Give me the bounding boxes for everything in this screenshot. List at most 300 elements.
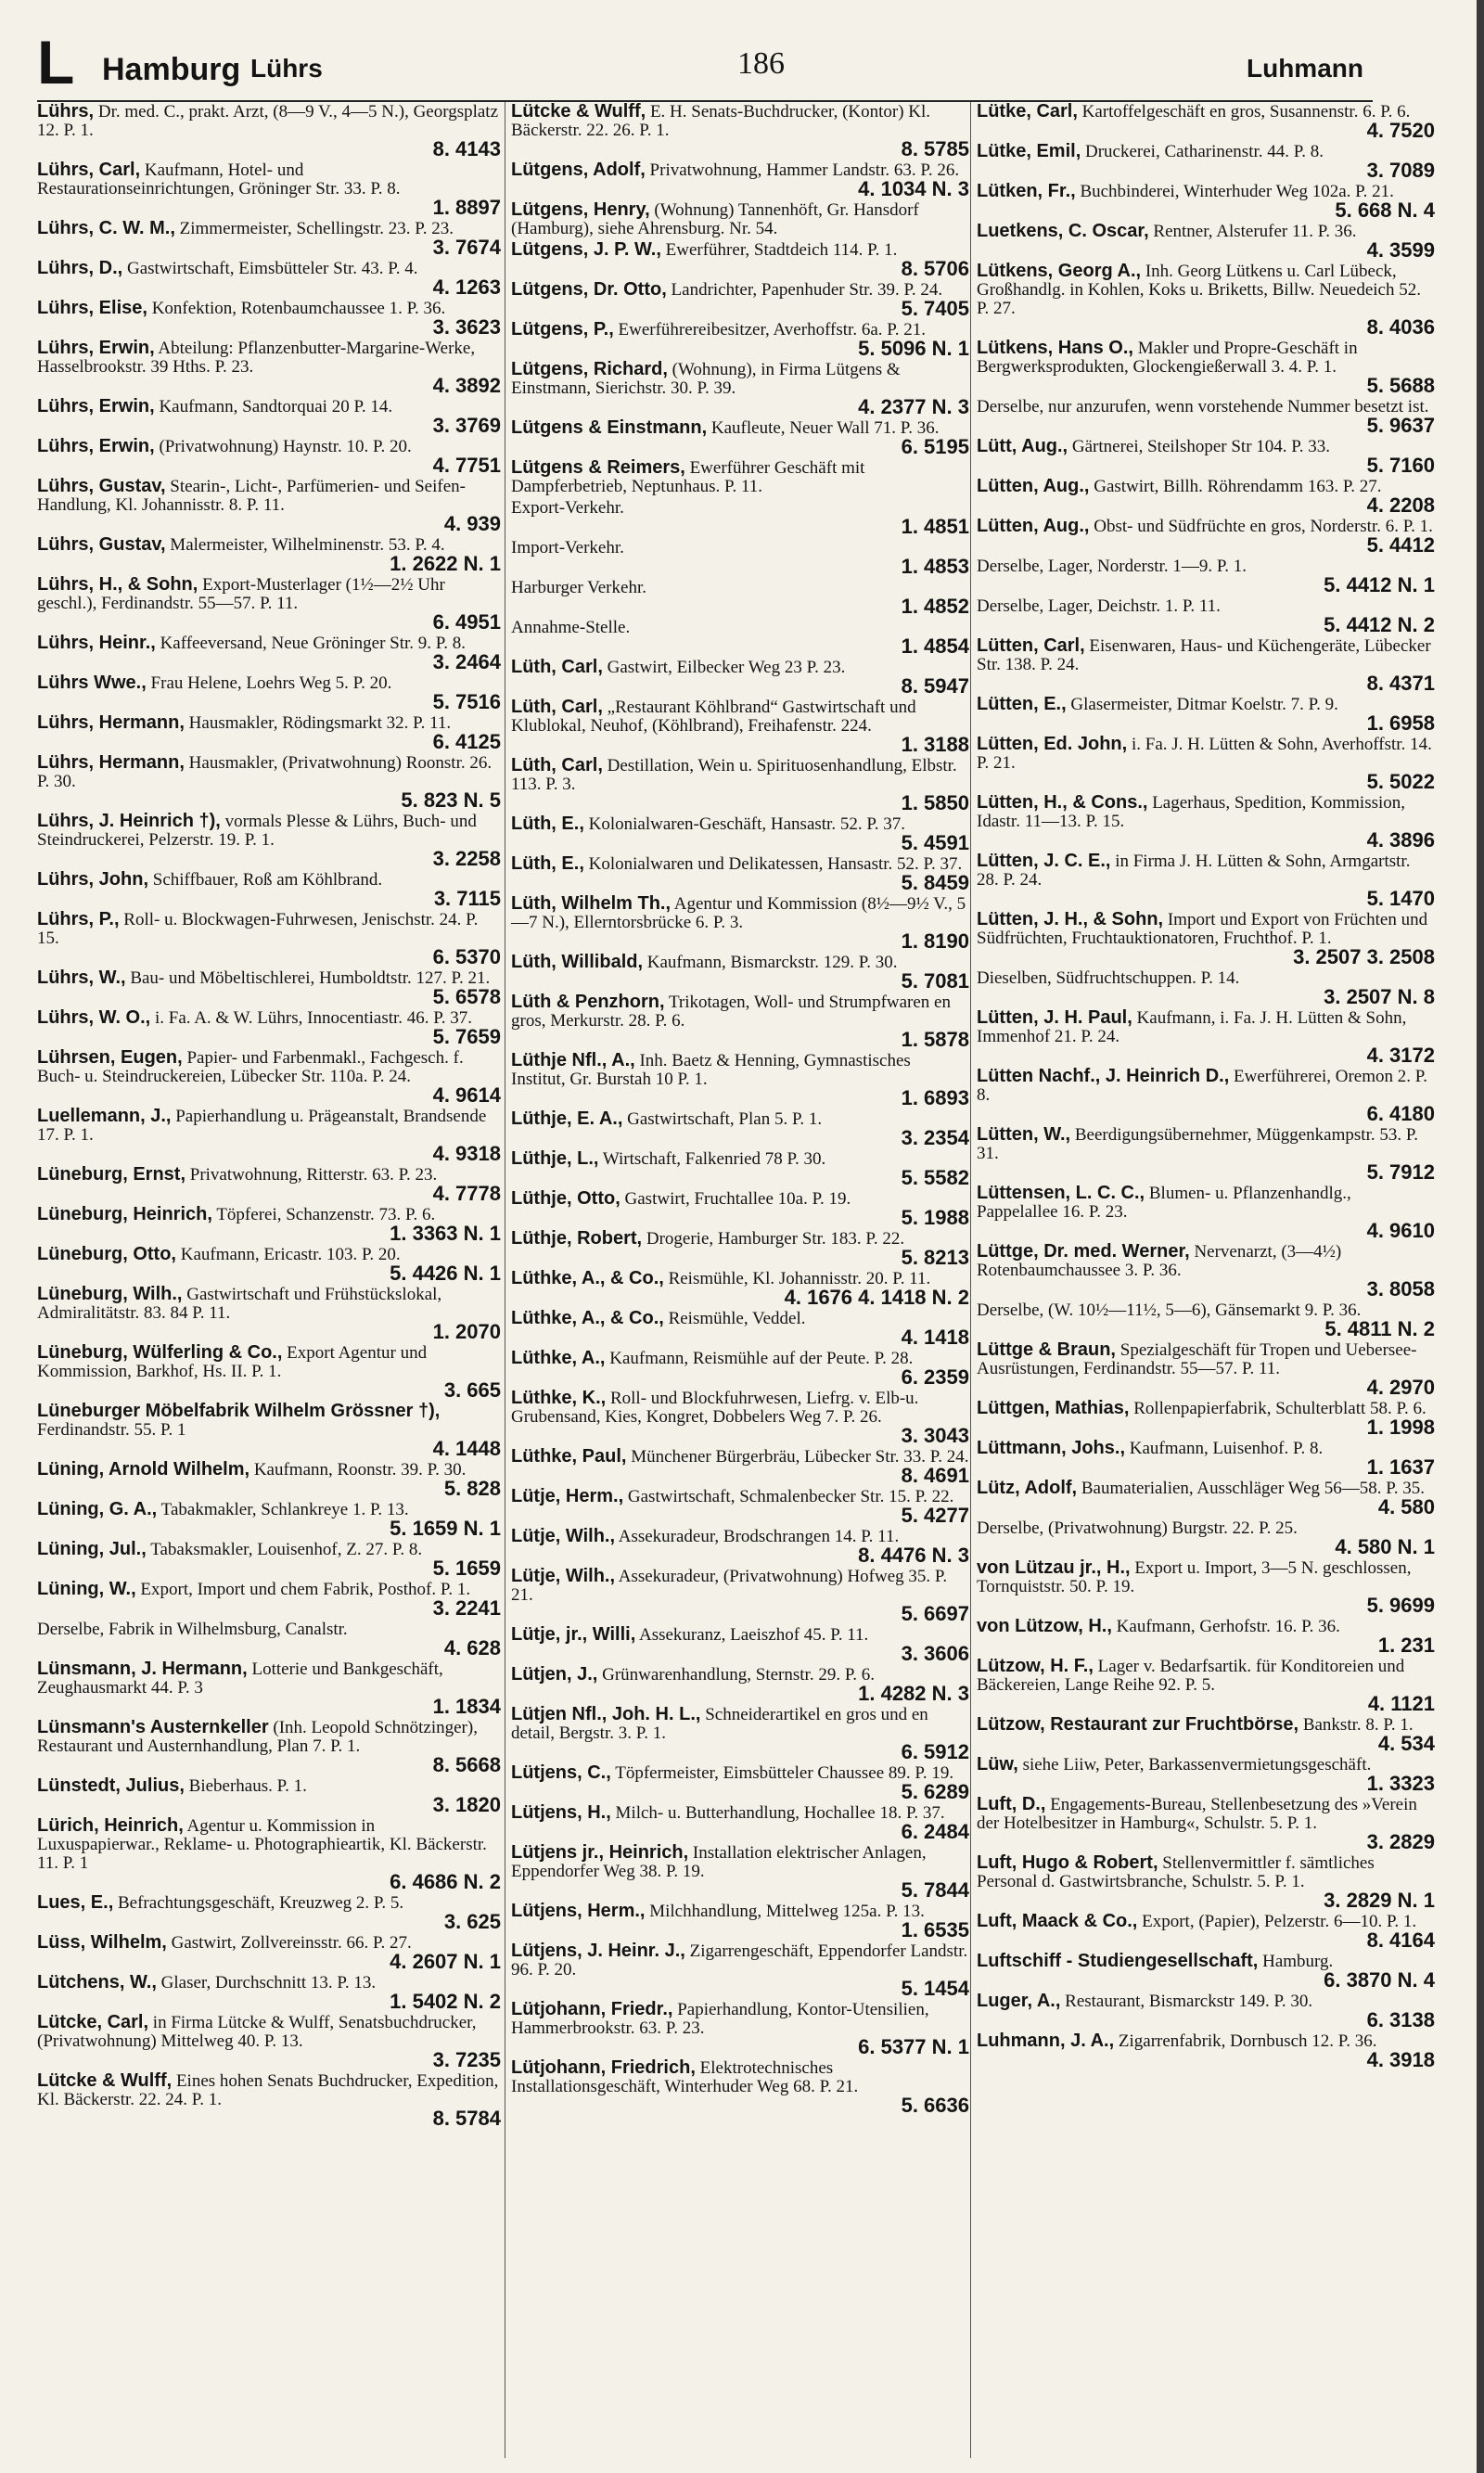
entry-phone-number: 5. 6697 (901, 1602, 969, 1625)
directory-entry (977, 735, 1435, 791)
entry-phone-number: 5. 823 N. 5 (401, 788, 501, 812)
directory-entry (37, 160, 501, 217)
entry-phone-number: 5. 7081 (901, 969, 969, 993)
entry-name: Lüneburger Möbelfabrik Wilhelm Grössner †), (37, 1401, 441, 1421)
directory-entry (977, 1558, 1435, 1615)
entry-name: Lütjen Nfl., Joh. H. L., (511, 1704, 701, 1724)
entry-phone-number: 6. 2359 (901, 1365, 969, 1389)
entry-description: Wirtschaft, Falkenried 78 P. 30. (602, 1149, 826, 1169)
entry-phone-number: 5. 1470 (1366, 887, 1435, 910)
entry-description: Kaffeeversand, Neue Gröninger Str. 9. P. 8. (160, 634, 466, 653)
entry-phone-number: 4. 1263 (432, 275, 501, 299)
entry-description: Import-Verkehr. (511, 538, 624, 557)
entry-name: Lues, E., (37, 1892, 114, 1913)
directory-entry (37, 713, 501, 751)
entry-description: Reismühle, Kl. Johannisstr. 20. P. 11. (668, 1269, 931, 1288)
entry-name: Luftschiff - Studiengesellschaft, (977, 1951, 1259, 1971)
entry-description: i. Fa. J. H. Lütten & Sohn, Averhoffstr. 14. P. 21. (977, 735, 1432, 773)
directory-entry (37, 1165, 501, 1203)
entry-description: Schneiderartikel en gros und en detail, Bergstr. 3. P. 1. (511, 1705, 928, 1743)
entry-phone-number: 3. 625 (443, 1910, 501, 1933)
directory-entry (511, 1229, 969, 1267)
entry-name: Lührs, D., (37, 258, 123, 278)
directory-entry (37, 1933, 501, 1971)
entry-phone-number: 4. 9610 (1366, 1219, 1435, 1242)
directory-entry (37, 1540, 501, 1578)
entry-name: Lütjens, J. Heinr. J., (511, 1941, 685, 1961)
entry-name: Lüth, Carl, (511, 755, 603, 775)
entry-phone-number: 4. 3896 (1366, 828, 1435, 852)
directory-entry (511, 1051, 969, 1108)
entry-name: Lütten, H., & Cons., (977, 792, 1148, 813)
directory-entry (511, 894, 969, 951)
entry-description: Gastwirtschaft, Schmalenbecker Str. 15. P. 22. (627, 1487, 954, 1506)
entry-phone-number: 8. 5947 (901, 674, 969, 698)
entry-description: Kolonialwaren und Delikatessen, Hansastr. 52. P. 37. (588, 854, 963, 874)
entry-phone-number: 5. 1659 N. 1 (390, 1517, 501, 1540)
entry-name: Lüss, Wilhelm, (37, 1932, 167, 1953)
entry-description: Agentur und Kommission (8½—9½ V., 5—7 N.), Ellerntorsbrücke 6. P. 3. (511, 894, 966, 932)
entry-name: Lüneburg, Wilh., (37, 1284, 183, 1304)
directory-entry (977, 262, 1435, 337)
entry-phone-number: 5. 1659 (432, 1557, 501, 1580)
column-1 (37, 102, 501, 2458)
entry-phone-number: 5. 6289 (901, 1780, 969, 1803)
entry-phone-number: 4. 2377 N. 3 (858, 395, 969, 418)
directory-entry (977, 517, 1435, 555)
directory-entry (511, 1625, 969, 1663)
entry-name: Lütcke, Carl, (37, 2012, 149, 2032)
entry-name: Lütke, Carl, (977, 102, 1078, 122)
entry-phone-number: 4. 580 N. 1 (1335, 1535, 1435, 1558)
entry-description: Derselbe, (W. 10½—11½, 5—6), Gänsemarkt 9. P. 36. (977, 1301, 1362, 1320)
entry-phone-number: 3. 2507 N. 8 (1324, 985, 1435, 1008)
entry-description: Export Agentur und Kommission, Barkhof, Hs. II. P. 1. (37, 1343, 428, 1381)
entry-name: Lütken, Fr., (977, 181, 1076, 201)
entry-name: von Lützow, H., (977, 1616, 1112, 1636)
directory-entry (511, 1803, 969, 1841)
directory-entry (977, 142, 1435, 180)
entry-description: Assekuradeur, Brodschrangen 14. P. 11. (618, 1527, 900, 1546)
directory-entry (511, 1447, 969, 1485)
directory-entry (977, 1184, 1435, 1240)
entry-name: Lührs, W., (37, 967, 126, 988)
entry-phone-number: 4. 9614 (432, 1083, 501, 1107)
entry-name: Lüw, (977, 1754, 1018, 1775)
entry-description: Kaufmann, Roonstr. 39. P. 30. (253, 1460, 467, 1480)
directory-entry (511, 814, 969, 852)
entry-description: Agentur u. Kommission in Luxuspapierwar., Reklame- u. Photographieartik, Kl. Bäckerstr. 11. P. 1 (37, 1816, 487, 1873)
entry-description: Roll- u. Blockwagen-Fuhrwesen, Jenischstr. 24. P. 15. (37, 910, 479, 948)
entry-phone-number: 3. 2507 3. 2508 (1293, 945, 1435, 968)
entry-name: Lüthke, Paul, (511, 1446, 627, 1467)
entry-name: Lüthje, Robert, (511, 1228, 643, 1249)
entry-name: Lütgens, Richard, (511, 359, 668, 379)
entry-phone-number: 1. 8190 (901, 929, 969, 953)
entry-phone-number: 4. 1676 4. 1418 N. 2 (784, 1286, 969, 1309)
entry-name: Lüneburg, Heinrich, (37, 1204, 212, 1224)
directory-entry (37, 673, 501, 711)
entry-description: E. H. Senats-Buchdrucker, (Kontor) Kl. Bäckerstr. 22. 26. P. 1. (511, 102, 931, 140)
entry-description: Eisenwaren, Haus- und Küchengeräte, Lübecker Str. 138. P. 24. (977, 636, 1431, 674)
entry-name: Luft, D., (977, 1794, 1046, 1814)
directory-entry (37, 1893, 501, 1931)
entry-description: Gastwirt, Eilbecker Weg 23 P. 23. (607, 658, 846, 677)
entry-phone-number: 5. 9699 (1366, 1594, 1435, 1617)
entry-phone-number: 4. 1121 (1367, 1692, 1435, 1715)
entry-name: Lütjens jr., Heinrich, (511, 1842, 689, 1863)
entry-name: Lütke, Emil, (977, 141, 1081, 161)
entry-phone-number: 6. 4125 (432, 730, 501, 753)
directory-entry (37, 2013, 501, 2069)
directory-entry (977, 636, 1435, 693)
entry-phone-number: 4. 2607 N. 1 (390, 1950, 501, 1973)
entry-phone-number: 3. 3043 (901, 1424, 969, 1447)
entry-phone-number: 5. 4591 (901, 831, 969, 854)
directory-entry (511, 1705, 969, 1762)
entry-description: Export, Import und chem Fabrik, Posthof. P. 1. (140, 1580, 471, 1599)
entry-description: Tabakmakler, Schlankreye 1. P. 13. (160, 1500, 409, 1519)
entry-description: Ewerführereibesitzer, Averhoffstr. 6a. P. 21. (618, 320, 926, 340)
entry-phone-number: 5. 7844 (901, 1878, 969, 1902)
binding-shadow (1477, 0, 1484, 2473)
directory-entry (511, 1763, 969, 1801)
entry-name: Lünsmann, J. Hermann, (37, 1659, 248, 1679)
entry-phone-number: 5. 5688 (1366, 374, 1435, 397)
entry-name: Lührs, John, (37, 869, 148, 890)
entry-description: Befrachtungsgeschäft, Kreuzweg 2. P. 5. (118, 1893, 404, 1913)
entry-phone-number: 5. 8459 (901, 871, 969, 894)
column-2 (505, 102, 969, 2458)
directory-entry (37, 1580, 501, 1618)
entry-description: Ferdinandstr. 55. P. 1 (37, 1420, 186, 1440)
entry-phone-number: 8. 5784 (432, 2107, 501, 2130)
entry-description: Abteilung: Pflanzenbutter-Margarine-Werke, Hasselbrookstr. 39 Hths. P. 23. (37, 339, 476, 377)
entry-phone-number: 6. 5195 (901, 435, 969, 458)
entry-description: Druckerei, Catharinenstr. 44. P. 8. (1085, 142, 1324, 161)
entry-name: Lüth, E., (511, 853, 584, 874)
entry-name: Lüthje, L., (511, 1148, 599, 1169)
entry-description: Drogerie, Hamburger Str. 183. P. 22. (646, 1229, 905, 1249)
entry-name: Lührsen, Eugen, (37, 1047, 183, 1068)
entry-phone-number: 3. 7115 (433, 887, 501, 910)
entry-name: Lüth, Wilhelm Th., (511, 893, 672, 914)
entry-description: Kaufmann, Bismarckstr. 129. P. 30. (646, 953, 898, 972)
entry-name: Lüthke, K., (511, 1388, 607, 1408)
entry-description: Annahme-Stelle. (511, 618, 631, 637)
entry-description: Derselbe, nur anzurufen, wenn vorstehende Nummer besetzt ist. (977, 397, 1429, 416)
entry-phone-number: 5. 7912 (1366, 1160, 1435, 1184)
entry-name: Lütcke & Wulff, (511, 102, 646, 122)
entry-phone-number: 1. 4853 (901, 555, 969, 578)
entry-name: Lütten, Aug., (977, 516, 1090, 536)
entry-description: Gärtnerei, Steilshoper Str 104. P. 33. (1071, 437, 1330, 456)
directory-entry (977, 557, 1435, 595)
entry-description: Papier- und Farbenmakl., Fachgesch. f. Buch- u. Steindruckereien, Lübecker Str. 110a. P. 24. (37, 1048, 464, 1086)
directory-entry (511, 953, 969, 991)
entry-description: Zimmermeister, Schellingstr. 23. P. 23. (179, 219, 454, 238)
entry-description: Kartoffelgeschäft en gros, Susannenstr. 6. P. 6. (1081, 102, 1411, 122)
entry-phone-number: 1. 4851 (901, 515, 969, 538)
directory-entry (511, 1567, 969, 1623)
entry-description: Derselbe, Lager, Norderstr. 1—9. P. 1. (977, 557, 1247, 576)
entry-phone-number: 4. 1448 (432, 1437, 501, 1460)
entry-name: Luhmann, J. A., (977, 2031, 1115, 2051)
entry-description: Export u. Import, 3—5 N. geschlossen, Tornquiststr. 50. P. 19. (977, 1558, 1412, 1596)
entry-description: Lager v. Bedarfsartik. für Konditoreien und Bäckereien, Lange Reihe 92. P. 5. (977, 1657, 1405, 1695)
entry-name: Luft, Hugo & Robert, (977, 1852, 1158, 1873)
directory-entry (37, 535, 501, 573)
directory-entry (37, 1402, 501, 1458)
entry-phone-number: 4. 1034 N. 3 (858, 177, 969, 200)
entry-phone-number: 1. 5402 N. 2 (390, 1990, 501, 2013)
directory-entry (511, 1109, 969, 1147)
entry-name: Lütjens, C., (511, 1762, 611, 1783)
city-heading: Hamburg (102, 52, 241, 87)
directory-entry (511, 1665, 969, 1703)
entry-description: Export-Musterlager (1½—2½ Uhr geschl.), Ferdinandstr. 55—57. P. 11. (37, 575, 445, 613)
directory-entry (37, 102, 501, 159)
directory-entry (37, 753, 501, 810)
entry-name: Lührs, C. W. M., (37, 218, 175, 238)
directory-entry (977, 968, 1435, 1006)
entry-name: Lührs, W. O., (37, 1007, 151, 1028)
entry-phone-number: 1. 1637 (1366, 1455, 1435, 1479)
entry-description: Derselbe, (Privatwohnung) Burgstr. 22. P. 25. (977, 1518, 1298, 1538)
entry-phone-number: 6. 3138 (1366, 2008, 1435, 2031)
entry-name: Lüttge, Dr. med. Werner, (977, 1241, 1190, 1262)
directory-entry (37, 437, 501, 475)
entry-description: Zigarrengeschäft, Eppendorfer Landstr. 96. P. 20. (511, 1941, 968, 1980)
entry-description: Papierhandlung, Kontor-Utensilien, Hammerbrookstr. 63. P. 23. (511, 2000, 929, 2038)
directory-entry (511, 756, 969, 813)
directory-entry (37, 1620, 501, 1658)
entry-name: Lüthke, A., & Co., (511, 1268, 664, 1288)
entry-description: Export-Verkehr. (511, 498, 624, 518)
entry-name: Lührs, Elise, (37, 298, 147, 318)
directory-entry (977, 477, 1435, 515)
entry-phone-number: 3. 2829 (1366, 1830, 1435, 1853)
directory-entry (511, 320, 969, 358)
directory-entry (977, 1657, 1435, 1713)
entry-phone-number: 3. 2354 (901, 1126, 969, 1149)
entry-name: Lütt, Aug., (977, 436, 1068, 456)
directory-entry (511, 1487, 969, 1525)
entry-name: Lütje, jr., Willi, (511, 1624, 636, 1645)
entry-phone-number: 3. 2258 (432, 847, 501, 870)
entry-phone-number: 3. 7235 (432, 2048, 501, 2071)
entry-phone-number: 1. 2070 (432, 1320, 501, 1343)
entry-phone-number: 1. 6535 (901, 1918, 969, 1941)
entry-description: Makler und Propre-Geschäft in Bergwerksprodukten, Glockengießerwall 3. 4. P. 1. (977, 339, 1358, 377)
entry-phone-number: 5. 8213 (901, 1246, 969, 1269)
directory-entry (977, 222, 1435, 260)
entry-phone-number: 3. 2829 N. 1 (1324, 1889, 1435, 1912)
entry-description: Export, (Papier), Pelzerstr. 6—10. P. 1. (1142, 1912, 1417, 1931)
directory-entry (977, 1715, 1435, 1753)
entry-phone-number: 1. 5850 (901, 791, 969, 814)
directory-entry (977, 793, 1435, 850)
entry-name: Lührs, Carl, (37, 160, 141, 180)
directory-entry (37, 575, 501, 632)
entry-phone-number: 1. 3363 N. 1 (390, 1222, 501, 1245)
entry-description: Gastwirtschaft, Eimsbütteler Str. 43. P. 4. (126, 259, 418, 278)
entry-name: Lüthke, A., (511, 1348, 606, 1368)
directory-entry (37, 2071, 501, 2128)
entry-description: Hausmakler, Rödingsmarkt 32. P. 11. (188, 713, 452, 733)
directory-entry (511, 2000, 969, 2057)
entry-name: Lütje, Wilh., (511, 1526, 616, 1546)
entry-description: Stearin-, Licht-, Parfümerien- und Seifen-Handlung, Kl. Johannisstr. 8. P. 11. (37, 477, 466, 515)
entry-name: Lütje, Herm., (511, 1486, 624, 1506)
directory-entry (511, 160, 969, 199)
entry-phone-number: 4. 1418 (901, 1326, 969, 1349)
entry-name: Lütten, Aug., (977, 476, 1090, 496)
entry-name: Lührs, H., & Sohn, (37, 574, 198, 595)
directory-entry (977, 1399, 1435, 1437)
entry-name: Luellemann, J., (37, 1106, 172, 1126)
entry-description: Gastwirt, Billh. Röhrendamm 163. P. 27. (1094, 477, 1382, 496)
entry-description: Malermeister, Wilhelminenstr. 53. P. 4. (170, 535, 445, 555)
entry-phone-number: 1. 4852 (901, 595, 969, 618)
directory-entry (511, 1149, 969, 1187)
first-entry-keyword: Lührs (250, 54, 323, 83)
entry-phone-number: 1. 8897 (432, 196, 501, 219)
entry-description: Grünwarenhandlung, Sternstr. 29. P. 6. (602, 1665, 876, 1685)
entry-name: Lütgens & Einstmann, (511, 417, 708, 438)
entry-name: Lührs, Erwin, (37, 338, 155, 358)
entry-name: Lührs, Hermann, (37, 712, 185, 733)
directory-entry (511, 498, 969, 536)
entry-description: Landrichter, Papenhuder Str. 39. P. 24. (671, 280, 943, 300)
entry-phone-number: 5. 5022 (1366, 770, 1435, 793)
entry-description: vormals Plesse & Lührs, Buch- und Steindruckerei, Pelzerstr. 19. P. 1. (37, 812, 477, 850)
entry-name: Lüthje Nfl., A., (511, 1050, 635, 1070)
entry-name: Lütgens, Dr. Otto, (511, 279, 667, 300)
directory-entry (37, 1776, 501, 1814)
entry-phone-number: 3. 3606 (901, 1642, 969, 1665)
entry-description: Dieselben, Südfruchtschuppen. P. 14. (977, 968, 1240, 988)
entry-description: Zigarrenfabrik, Dornbusch 12. P. 36. (1118, 2031, 1377, 2051)
entry-phone-number: 1. 3188 (901, 733, 969, 756)
directory-entry (511, 538, 969, 576)
entry-name: Lüttge & Braun, (977, 1339, 1116, 1360)
entry-phone-number: 4. 2970 (1366, 1376, 1435, 1399)
entry-description: Kaufmann, Luisenhof. P. 8. (1129, 1439, 1324, 1458)
entry-description: Tabaksmakler, Louisenhof, Z. 27. P. 8. (150, 1540, 423, 1559)
entry-phone-number: 1. 2622 N. 1 (390, 552, 501, 575)
entry-name: Luft, Maack & Co., (977, 1911, 1138, 1931)
directory-entry (977, 397, 1435, 435)
entry-phone-number: 5. 5096 N. 1 (858, 337, 969, 360)
entry-description: Ewerführerei, Oremon 2. P. 8. (977, 1067, 1427, 1105)
entry-name: Lührs, Gustav, (37, 534, 166, 555)
entry-name: Lüneburg, Wülferling & Co., (37, 1342, 283, 1363)
entry-description: Privatwohnung, Hammer Landstr. 63. P. 26. (649, 160, 960, 180)
last-entry-keyword: Luhmann (1247, 54, 1363, 83)
directory-entry (37, 477, 501, 533)
entry-name: Lütten, Carl, (977, 635, 1085, 656)
entry-phone-number: 4. 7751 (432, 454, 501, 477)
directory-entry (37, 1460, 501, 1498)
entry-name: Lüth & Penzhorn, (511, 992, 665, 1012)
directory-entry (977, 339, 1435, 395)
entry-name: Lüneburg, Otto, (37, 1244, 176, 1264)
entry-phone-number: 6. 5370 (432, 945, 501, 968)
entry-phone-number: 5. 6578 (432, 985, 501, 1008)
directory-entry (37, 397, 501, 435)
entry-description: Import und Export von Früchten und Südfrüchten, Fruchtauktionatoren, Fruchthof. P. 1. (977, 910, 1428, 948)
directory-entry (37, 1205, 501, 1243)
entry-name: Lünsmann's Austernkeller (37, 1717, 269, 1737)
entry-name: Lütgens & Reimers, (511, 457, 685, 478)
entry-phone-number: 5. 668 N. 4 (1335, 199, 1435, 222)
entry-phone-number: 8. 5785 (901, 137, 969, 160)
directory-entry (977, 1853, 1435, 1910)
entry-phone-number: 1. 1834 (432, 1695, 501, 1718)
entry-description: Töpfermeister, Eimsbütteler Chaussee 89. P. 19. (615, 1763, 954, 1783)
entry-phone-number: 5. 1988 (901, 1206, 969, 1229)
entry-phone-number: 6. 3870 N. 4 (1324, 1968, 1435, 1992)
entry-name: Lütten, J. H. Paul, (977, 1007, 1132, 1028)
entry-description: Assekuradeur, (Privatwohnung) Hofweg 35. P. 21. (511, 1567, 948, 1605)
entry-name: Lüthke, A., & Co., (511, 1308, 664, 1328)
directory-entry (977, 1479, 1435, 1517)
entry-description: Rollenpapierfabrik, Schulterblatt 58. P. 6. (1133, 1399, 1426, 1418)
entry-phone-number: 4. 580 (1377, 1495, 1435, 1518)
directory-entry (37, 1718, 501, 1775)
directory-entry (37, 1285, 501, 1341)
entry-name: Lüning, W., (37, 1579, 136, 1599)
directory-entry (511, 360, 969, 416)
entry-description: Buchbinderei, Winterhuder Weg 102a. P. 21. (1080, 182, 1394, 201)
directory-entry (37, 1107, 501, 1163)
entry-phone-number: 1. 5878 (901, 1028, 969, 1051)
entry-phone-number: 4. 3599 (1366, 238, 1435, 262)
entry-name: Lütcke & Wulff, (37, 2070, 173, 2091)
entry-phone-number: 4. 939 (443, 512, 501, 535)
entry-phone-number: 1. 3323 (1366, 1772, 1435, 1795)
directory-entry (37, 1816, 501, 1891)
entry-description: Glaser, Durchschnitt 13. P. 13. (160, 1973, 377, 1992)
entry-description: i. Fa. A. & W. Lührs, Innocentiastr. 46. P. 37. (154, 1008, 472, 1028)
entry-phone-number: 3. 2241 (432, 1596, 501, 1620)
entry-phone-number: 5. 4412 N. 2 (1324, 613, 1435, 636)
entry-description: Nervenarzt, (3—4½) Rotenbaumchaussee 3. P. 36. (977, 1242, 1342, 1280)
directory-entry (511, 2058, 969, 2115)
entry-name: Lütten, J. H., & Sohn, (977, 909, 1164, 929)
entry-description: (Wohnung), in Firma Lütgens & Einstmann, Sierichstr. 30. P. 39. (511, 360, 901, 398)
entry-phone-number: 1. 4282 N. 3 (858, 1682, 969, 1705)
entry-name: Luetkens, C. Oscar, (977, 221, 1149, 241)
entry-description: in Firma Lütcke & Wulff, Senatsbuchdrucker, (Privatwohnung) Mittelweg 40. P. 13. (37, 2013, 477, 2051)
entry-name: Lüning, Jul., (37, 1539, 147, 1559)
entry-phone-number: 4. 7520 (1366, 119, 1435, 142)
directory-entry (977, 102, 1435, 140)
entry-name: Lüttgen, Mathias, (977, 1398, 1130, 1418)
directory-entry (511, 418, 969, 456)
entry-description: (Privatwohnung) Haynstr. 10. P. 20. (159, 437, 412, 456)
entry-phone-number: 8. 5668 (432, 1753, 501, 1776)
directory-entry (37, 910, 501, 967)
entry-phone-number: 4. 2208 (1366, 493, 1435, 517)
entry-name: Lütje, Wilh., (511, 1566, 616, 1586)
entry-phone-number: 3. 3623 (432, 315, 501, 339)
entry-phone-number: 4. 628 (443, 1636, 501, 1659)
directory-entry (977, 1008, 1435, 1065)
directory-entry (977, 1518, 1435, 1557)
entry-description: Inh. Georg Lütkens u. Carl Lübeck, Großhandlg. in Kohlen, Koks u. Briketts, Billw. Neuedeich 52. P. 27. (977, 262, 1421, 318)
